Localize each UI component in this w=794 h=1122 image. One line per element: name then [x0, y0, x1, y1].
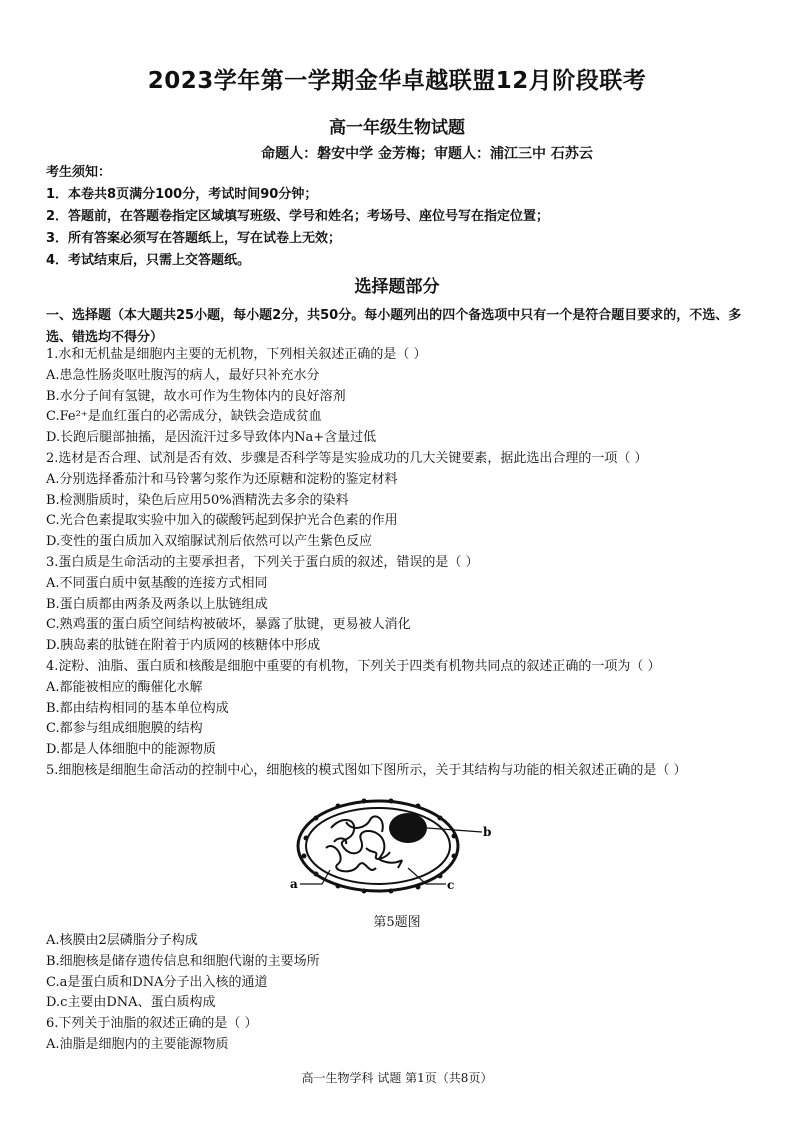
- question-line: A.患急性肠炎呕吐腹泻的病人，最好只补充水分: [46, 367, 320, 383]
- question-line: 1.水和无机盐是细胞内主要的无机物，下列相关叙述正确的是（ ）: [46, 347, 427, 362]
- question-line: A.油脂是细胞内的主要能源物质: [46, 1036, 229, 1052]
- question-line: B.细胞核是储存遗传信息和细胞代谢的主要场所: [46, 953, 320, 969]
- nucleolus: [389, 813, 427, 843]
- exam-authors: 命题人：磐安中学 金芳梅；审题人：浦江三中 石苏云: [261, 146, 593, 162]
- question-line: D.都是人体细胞中的能源物质: [46, 742, 217, 758]
- notice-item: 1．本卷共8页满分100分，考试时间90分钟；: [46, 187, 318, 202]
- question-line: A.都能被相应的酶催化水解: [46, 679, 203, 695]
- questions-block-2: [46, 931, 320, 1056]
- question-line: D.胰岛素的肽链在附着于内质网的核糖体中形成: [46, 638, 321, 654]
- notice-item: 2．答题前，在答题卷指定区域填写班级、学号和姓名；考场号、座位号写在指定位置；: [46, 209, 550, 224]
- figure-caption: 第5题图: [373, 915, 421, 930]
- question-line: D.变性的蛋白质加入双缩脲试剂后依然可以产生紫色反应: [46, 534, 373, 550]
- question-line: A.不同蛋白质中氨基酸的连接方式相同: [46, 575, 268, 591]
- question-line: 4.淀粉、油脂、蛋白质和核酸是细胞中重要的有机物，下列关于四类有机物共同点的叙述正确的一项为（ ）: [46, 658, 661, 674]
- nuclear-envelope-outer: [298, 801, 458, 891]
- section-title: 选择题部分: [354, 277, 440, 297]
- page-footer: 高一生物学科 试题 第1页（共8页）: [301, 1071, 493, 1085]
- notice-heading: 考生须知：: [46, 165, 112, 180]
- question-line: 3.蛋白质是生命活动的主要承担者，下列关于蛋白质的叙述，错误的是（ ）: [46, 554, 479, 570]
- question-line: 5.细胞核是细胞生命活动的控制中心，细胞核的模式图如下图所示，关于其结构与功能的相关叙述正确的是（ ）: [46, 762, 687, 778]
- question-line: C.a是蛋白质和DNA分子出入核的通道: [46, 974, 268, 990]
- question-line: A.分别选择番茄汁和马铃薯匀浆作为还原糖和淀粉的鉴定材料: [46, 471, 398, 487]
- question-line: 2.选材是否合理、试剂是否有效、步骤是否科学等是实验成功的几大关键要素，据此选出合理的一项（ ）: [46, 450, 648, 466]
- question-line: C.都参与组成细胞膜的结构: [46, 721, 203, 737]
- question-line: C.熟鸡蛋的蛋白质空间结构被破坏，暴露了肽键，更易被人消化: [46, 617, 411, 633]
- question-line: C.Fe²⁺是血红蛋白的必需成分，缺铁会造成贫血: [46, 409, 322, 425]
- question-line: B.蛋白质都由两条及两条以上肽链组成: [46, 596, 268, 612]
- question-line: D.长跑后腿部抽搐，是因流汗过多导致体内Na+含量过低: [46, 430, 377, 446]
- label-b: b: [483, 825, 492, 839]
- question-line: B.都由结构相同的基本单位构成: [46, 700, 229, 716]
- exam-title: 2023学年第一学期金华卓越联盟12月阶段联考: [147, 68, 647, 94]
- question-line: A.核膜由2层磷脂分子构成: [46, 933, 198, 948]
- question-line: B.水分子间有氢键，故水可作为生物体内的良好溶剂: [46, 388, 346, 404]
- label-c: c: [447, 878, 455, 892]
- question-line: C.光合色素提取实验中加入的碳酸钙起到保护光合色素的作用: [46, 513, 398, 529]
- notice-item: 3．所有答案必须写在答题纸上，写在试卷上无效；: [46, 231, 342, 246]
- section-instructions: 一、选择题（本大题共25小题，每小题2分，共50分。每小题列出的四个备选项中只有一个是符合题目要求的，不选、多选、错选均不得分）: [46, 308, 742, 345]
- nucleus-diagram: [286, 798, 496, 900]
- question-line: D.c主要由DNA、蛋白质构成: [46, 995, 216, 1011]
- candidate-notice: [46, 162, 549, 272]
- label-a: a: [290, 877, 298, 891]
- notice-item: 4．考试结束后，只需上交答题纸。: [46, 253, 251, 268]
- exam-subtitle: 高一年级生物试题: [329, 118, 465, 138]
- question-line: B.检测脂质时，染色后应用50%酒精洗去多余的染料: [46, 492, 349, 508]
- question-line: 6.下列关于油脂的叙述正确的是（ ）: [46, 1016, 258, 1032]
- questions-block-1: [46, 345, 687, 782]
